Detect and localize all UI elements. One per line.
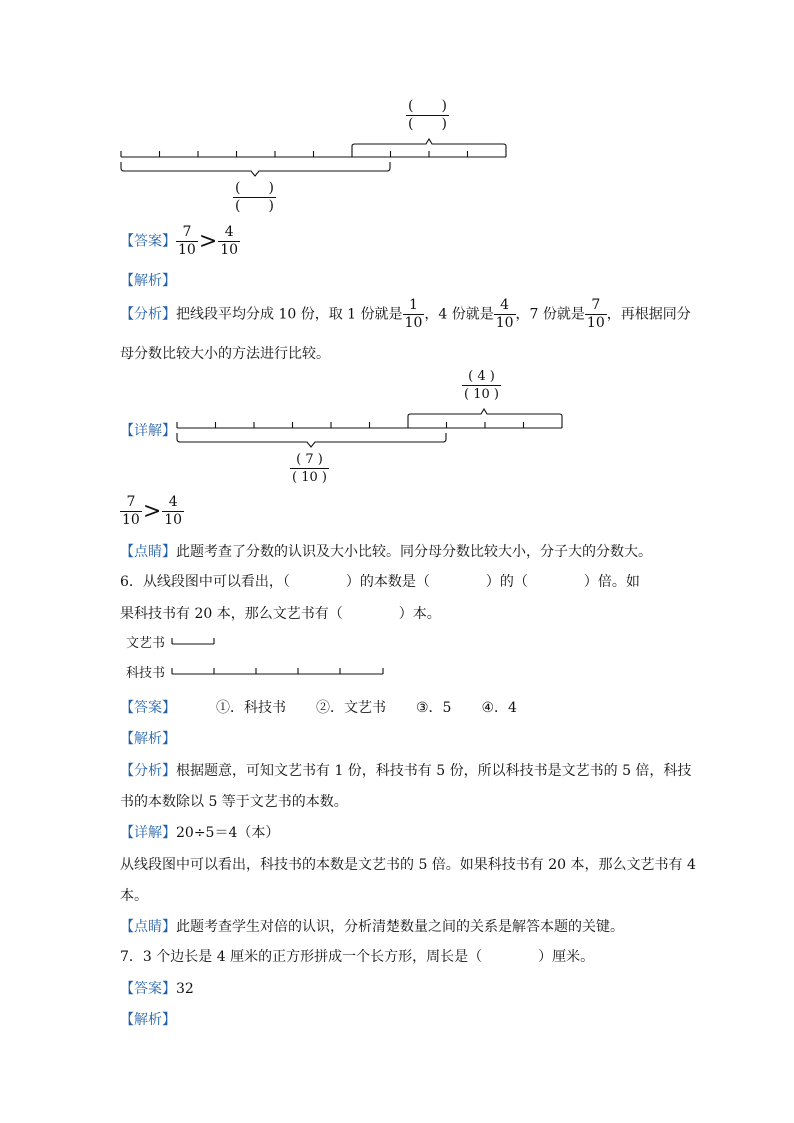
fraction-denominator: 10 <box>586 315 605 331</box>
answer-tag: 【答案】 <box>120 981 176 997</box>
q5-jiexi-tag: 【解析】 <box>120 273 176 289</box>
label-wenyi: 文艺书 <box>126 636 166 651</box>
dianjing-text: 此题考查了分数的认识及大小比较。同分母分数比较大小，分子大的分数大。 <box>176 544 652 560</box>
q6-question-line1: 6．从线段图中可以看出，（ ）的本数是（ ）的（ ）倍。如 <box>120 574 640 590</box>
fraction-denominator: ( ) <box>408 116 447 132</box>
fraction-denominator: ( ) <box>235 198 274 214</box>
fraction-denominator: 10 <box>220 242 239 258</box>
fraction-numerator: 1 <box>408 297 418 313</box>
fraction-denominator: 10 <box>122 512 140 528</box>
answer-tag: 【答案】 <box>120 233 176 250</box>
analysis-text: 把线段平均分成 10 份，取 1 份就是 <box>176 306 403 323</box>
q7-question: 7．3 个边长是 4 厘米的正方形拼成一个长方形，周长是（ ）厘米。 <box>120 949 595 965</box>
answer-value: 32 <box>176 981 194 997</box>
q7-jiexi-tag: 【解析】 <box>120 1012 176 1028</box>
answer-item-3: ③．5 <box>416 700 452 716</box>
fraction-numerator: ( 4 ) <box>468 369 495 384</box>
analysis-tag: 【分析】 <box>120 763 176 779</box>
fraction-denominator: 10 <box>178 242 196 258</box>
greater-than-sign: > <box>142 499 162 524</box>
q6-question-line2: 果科技书有 20 本，那么文艺书有（ ）本。 <box>120 606 441 622</box>
fraction-numerator: 4 <box>500 297 510 313</box>
fraction-numerator: ( ) <box>235 180 274 196</box>
analysis-text: 根据题意，可知文艺书有 1 份，科技书有 5 份，所以科技书是文艺书的 5 倍，科技 <box>176 763 692 779</box>
greater-than-sign: > <box>198 229 218 254</box>
analysis-text: ，4 份就是 <box>424 306 494 323</box>
q6-answer-line <box>120 697 547 717</box>
fraction-denominator: 10 <box>164 512 183 528</box>
fraction-denominator: 10 <box>404 315 423 331</box>
q6-conclusion-line2: 本。 <box>120 888 148 904</box>
label-keji: 科技书 <box>126 666 166 681</box>
q6-dianjing <box>120 916 624 936</box>
fraction-denominator: ( 10 ) <box>292 470 327 485</box>
xiangjie-text: 20÷5＝4（本） <box>176 825 280 841</box>
analysis-tag: 【分析】 <box>120 306 176 323</box>
fraction-numerator: 7 <box>591 297 601 313</box>
answer-tag: 【答案】 <box>120 700 176 716</box>
q6-xiangjie <box>120 822 279 842</box>
dianjing-tag: 【点睛】 <box>120 544 176 560</box>
fraction-numerator: ( ) <box>408 98 447 114</box>
q6-conclusion-line1: 从线段图中可以看出，科技书的本数是文艺书的 5 倍。如果科技书有 20 本，那么文艺书有 4 <box>120 857 696 873</box>
q6-fenxi-line1 <box>120 760 691 780</box>
fraction-numerator: 7 <box>182 224 192 240</box>
q7-answer <box>120 978 194 998</box>
analysis-text: ，再根据同分 <box>606 306 691 323</box>
fraction-numerator: 4 <box>224 224 234 240</box>
q6-jiexi-tag: 【解析】 <box>120 731 176 747</box>
fraction-numerator: ( 7 ) <box>296 452 323 467</box>
answer-item-2: ②．文艺书 <box>316 700 386 716</box>
xiangjie-tag: 【详解】 <box>120 825 176 841</box>
fraction-denominator: ( 10 ) <box>464 387 499 402</box>
q5-fenxi-line2: 母分数比较大小的方法进行比较。 <box>120 346 330 362</box>
fraction-numerator: 7 <box>126 494 136 510</box>
fraction-denominator: 10 <box>495 315 514 331</box>
dianjing-text: 此题考查学生对倍的认识，分析清楚数量之间的关系是解答本题的关键。 <box>176 919 624 935</box>
answer-item-1: ①．科技书 <box>216 700 286 716</box>
fraction-numerator: 4 <box>168 494 178 510</box>
analysis-text: ，7 份就是 <box>515 306 585 323</box>
q5-xiangjie-tag: 【详解】 <box>120 423 176 439</box>
answer-item-4: ④．4 <box>481 700 517 716</box>
q6-fenxi-line2: 书的本数除以 5 等于文艺书的本数。 <box>120 794 348 810</box>
dianjing-tag: 【点睛】 <box>120 919 176 935</box>
